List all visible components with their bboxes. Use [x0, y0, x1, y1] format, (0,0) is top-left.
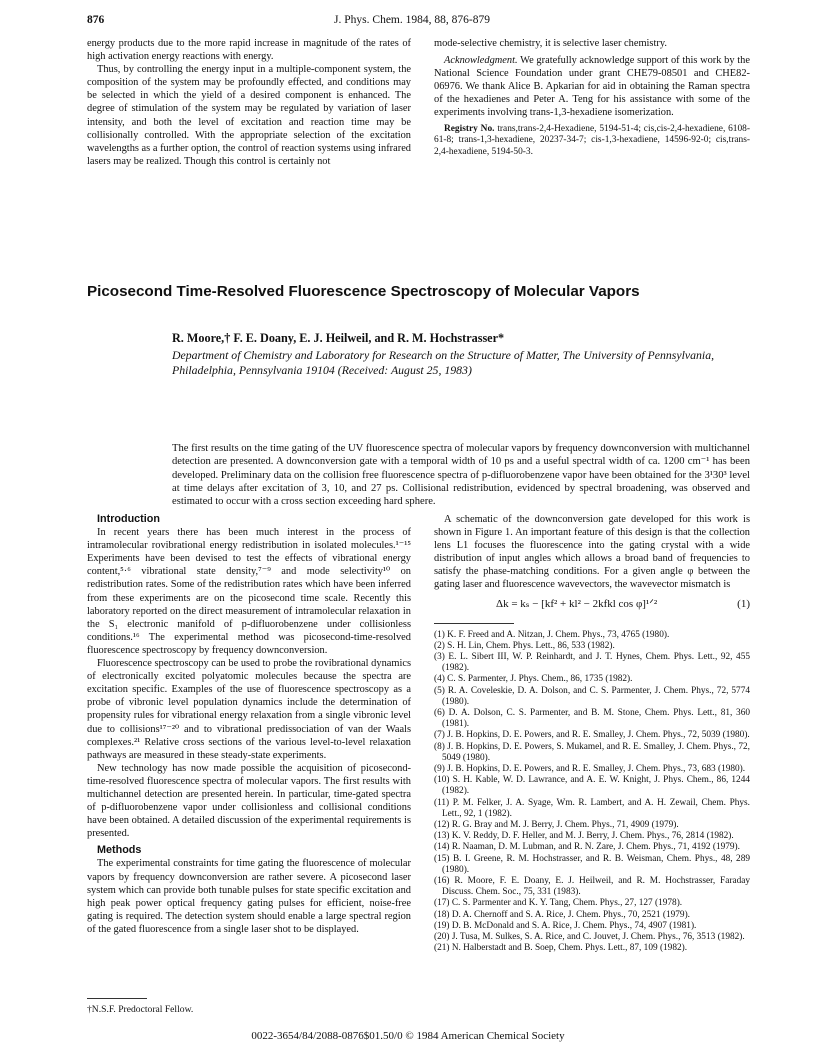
prev-closing-line: mode-selective chemistry, it is selective laser chemistry.	[434, 38, 667, 49]
references-rule	[434, 623, 514, 624]
reference-item: (2) S. H. Lin, Chem. Phys. Lett., 86, 533 (1982).	[434, 640, 615, 651]
reference-item: (20) J. Tusa, M. Sulkes, S. A. Rice, and C. Jouvet, J. Chem. Phys., 76, 3513 (1982).	[434, 932, 745, 943]
references-list	[434, 630, 750, 955]
acknowledgment-text: We gratefully acknowledge support of this work by the National Science Foundation under grant CHE79-08501 and CHE82-06976. We thank Alice B. Apkarian for aid in obtaining the Raman spectra of the hexadienes and Peter A. Teng for his assistance with some of the experiments involving trans-1,3-hexadiene isomerization.	[434, 55, 750, 119]
acknowledgment-label: Acknowledgment.	[444, 55, 518, 67]
left-column	[87, 513, 411, 936]
reference-item: (17) C. S. Parmenter and K. Y. Tang, Chem. Phys., 27, 127 (1978).	[434, 898, 683, 909]
abstract: The first results on the time gating of the UV fluorescence spectra of molecular vapors by frequency downconversion with multichannel detection are presented. A downconversion gate with a temporal width of 10 ps and a useful spectral width of ca. 1200 cm⁻¹ has been developed. Preliminary data on the collision free fluorescence spectra of p-difluorobenzene vapor have been obtained for the 3¹30³ level at time delays after excitation of 3, 10, and 27 ps. Collisional redistribution, evidenced by spectral broadening, was observed and estimated to occur with a cross section exceeding hard sphere.	[172, 443, 750, 508]
footnote-rule	[87, 998, 147, 999]
registry-text: trans,trans-2,4-Hexadiene, 5194-51-4; cis,cis-2,4-hexadiene, 6108-61-8; trans-1,3-hexadiene, 20237-34-7; cis-1,3-hexadiene, 14596-92-0; cis,trans-2,4-hexadiene, 5194-50-3.	[434, 123, 750, 157]
intro-heading: Introduction	[97, 513, 160, 525]
reference-item: (3) E. L. Sibert III, W. P. Reinhardt, and J. T. Hynes, Chem. Phys. Lett., 92, 455 (1982).	[434, 651, 750, 674]
page-number: 876	[87, 14, 105, 26]
equation-1	[434, 595, 750, 615]
reference-item: (21) N. Halberstadt and B. Soep, Chem. Phys. Lett., 87, 109 (1982).	[434, 943, 688, 954]
reference-item: (19) D. B. McDonald and S. A. Rice, J. Chem. Phys., 74, 4907 (1981).	[434, 920, 697, 931]
previous-article-left-column	[87, 37, 411, 168]
prev-paragraph: Thus, by controlling the energy input in a multiple-component system, the composition of the system may be profoundly effected, and conditions may be selected in which the yield of a desired component is enhanced. The degree of stimulation of the system may be regulated by variation of laser intensity, and both the level of excitation and reaction time may be collisionally controlled. With the appropriate selection of the excitation wavelengths as a further option, the control of reaction systems using infrared lasers may be realized. Though this control is certainly not	[87, 64, 411, 167]
prev-paragraph: energy products due to the more rapid increase in magnitude of the rates of high activation energy reactions with energy.	[87, 38, 411, 63]
reference-item: (6) D. A. Dolson, C. S. Parmenter, and B. M. Stone, Chem. Phys. Lett., 81, 360 (1981).	[434, 707, 750, 730]
reference-item: (18) D. A. Chernoff and S. A. Rice, J. Chem. Phys., 70, 2521 (1979).	[434, 909, 690, 920]
article-authors: R. Moore,† F. E. Doany, E. J. Heilweil, and R. M. Hochstrasser*	[172, 331, 505, 345]
previous-article-right-column	[434, 37, 750, 158]
reference-item: (4) C. S. Parmenter, J. Phys. Chem., 86, 1735 (1982).	[434, 674, 633, 685]
reference-item: (5) R. A. Coveleskie, D. A. Dolson, and C. S. Parmenter, J. Chem. Phys., 72, 5774 (1980).	[434, 685, 750, 707]
intro-paragraph: Fluorescence spectroscopy can be used to probe the rovibrational dynamics of electronically excited polyatomic molecules because the spectra are excitation specific. Examples of the use of fluorescence spectroscopy as a probe of vibronic level population dynamics include the determination of propensity rules for vibrational energy relaxation from a single vibronic level due to collisions¹⁷⁻²⁰ and to vibrational predissociation of van der Waals complexes.²¹ Relative cross sections of the various level-to-level relaxation pathways are measured in these steady-state experiments.	[87, 658, 411, 761]
acknowledgment	[434, 54, 750, 119]
registry-label: Registry No.	[444, 123, 495, 134]
schematic-paragraph: A schematic of the downconversion gate developed for this work is shown in Figure 1. An important feature of this design is that the collection lens L1 focuses the fluorescence into the gating crystal with a wide distribution of input angles which allows a broad band of frequencies to satisfy the phase-matching conditions. For a given angle φ between the gating laser and fluorescence wavevectors, the wavevector mismatch is	[434, 514, 750, 591]
article-affiliation: Department of Chemistry and Laboratory for Research on the Structure of Matter, The University of Pennsylvania, Philadelphia, Pennsylvania 19104 (Received: August 25, 1983)	[172, 348, 715, 378]
reference-item: (12) R. G. Bray and M. J. Berry, J. Chem. Phys., 71, 4909 (1979).	[434, 820, 679, 831]
methods-heading: Methods	[97, 844, 142, 857]
intro-paragraph: New technology has now made possible the acquisition of picosecond-time-resolved fluorescence spectra of molecular vapors. The first results with multichannel detection are presented herein. In particular, time-gated spectra of p-difluorobenzene vapor under collisionless and collisional conditions have been obtained. A detailed discussion of the experimental requirements is presented.	[87, 762, 411, 840]
reference-item: (10) S. H. Kable, W. D. Lawrance, and A. E. W. Knight, J. Phys. Chem., 86, 1244 (1982).	[434, 775, 750, 797]
reference-item: (15) B. I. Greene, R. M. Hochstrasser, and R. B. Weisman, Chem. Phys., 48, 289 (1980).	[434, 853, 750, 875]
author-footnote: †N.S.F. Predoctoral Fellow.	[87, 1004, 194, 1015]
running-header	[87, 14, 737, 30]
reference-item: (11) P. M. Felker, J. A. Syage, Wm. R. Lambert, and A. H. Zewail, Chem. Phys. Lett., 92, 1 (1982).	[434, 797, 750, 819]
methods-paragraph: The experimental constraints for time gating the fluorescence of molecular vapors by frequency downconversion are rather severe. A picosecond laser system which can provide both tunable pulses for state specific excitation and high peak power optical frequency gating pulses for efficient, noise-free gating is required. The detection system should enable a large spectral region of the gated fluorescence from a single laser shot to be displayed.	[87, 858, 411, 935]
registry-numbers	[434, 124, 750, 159]
article-title: Picosecond Time-Resolved Fluorescence Spectroscopy of Molecular Vapors	[87, 283, 640, 300]
right-column	[434, 513, 750, 954]
reference-item: (1) K. F. Freed and A. Nitzan, J. Chem. Phys., 73, 4765 (1980).	[434, 629, 670, 640]
page-footer: 0022-3654/84/2088-0876$01.50/0 © 1984 American Chemical Society	[251, 1030, 565, 1042]
reference-item: (13) K. V. Reddy, D. F. Heller, and M. J. Berry, J. Chem. Phys., 76, 2814 (1982).	[434, 831, 734, 842]
reference-item: (9) J. B. Hopkins, D. E. Powers, and R. E. Smalley, J. Chem. Phys., 73, 683 (1980).	[434, 764, 746, 774]
reference-item: (7) J. B. Hopkins, D. E. Powers, and R. E. Smalley, J. Chem. Phys., 72, 5039 (1980).	[434, 730, 750, 741]
equation-text: Δk = kₛ − [kf² + kl² − 2kfkl cos φ]¹ᐟ²	[496, 597, 658, 610]
reference-item: (8) J. B. Hopkins, D. E. Powers, S. Mukamel, and R. E. Smalley, J. Chem. Phys., 72, 5049 (1980).	[434, 741, 750, 763]
intro-paragraph: In recent years there has been much interest in the process of intramolecular rovibrational energy redistribution in isolated molecules.¹⁻¹⁵ Experiments have been devised to test the effects of vibrational energy content,⁵·⁶ vibrational state density,⁷⁻⁹ and mode selectivity¹⁰ on redistribution rates. Some of the redistribution rates which have been inferred from these experiments are on the picosecond time scale. Recently this laboratory reported on the direct measurement of intramolecular relaxation in the S₁ electronic manifold of p-difluorobenzene under collisionless conditions.¹⁶ The experimental method was picosecond-time-resolved fluorescence spectroscopy by frequency downconversion.	[87, 527, 411, 656]
reference-item: (16) R. Moore, F. E. Doany, E. J. Heilweil, and R. M. Hochstrasser, Faraday Discuss. Chem. Soc., 75, 331 (1983).	[434, 876, 750, 898]
equation-number: (1)	[737, 597, 750, 610]
reference-item: (14) R. Naaman, D. M. Lubman, and R. N. Zare, J. Chem. Phys., 71, 4192 (1979).	[434, 842, 740, 853]
journal-citation: J. Phys. Chem. 1984, 88, 876-879	[334, 14, 490, 26]
